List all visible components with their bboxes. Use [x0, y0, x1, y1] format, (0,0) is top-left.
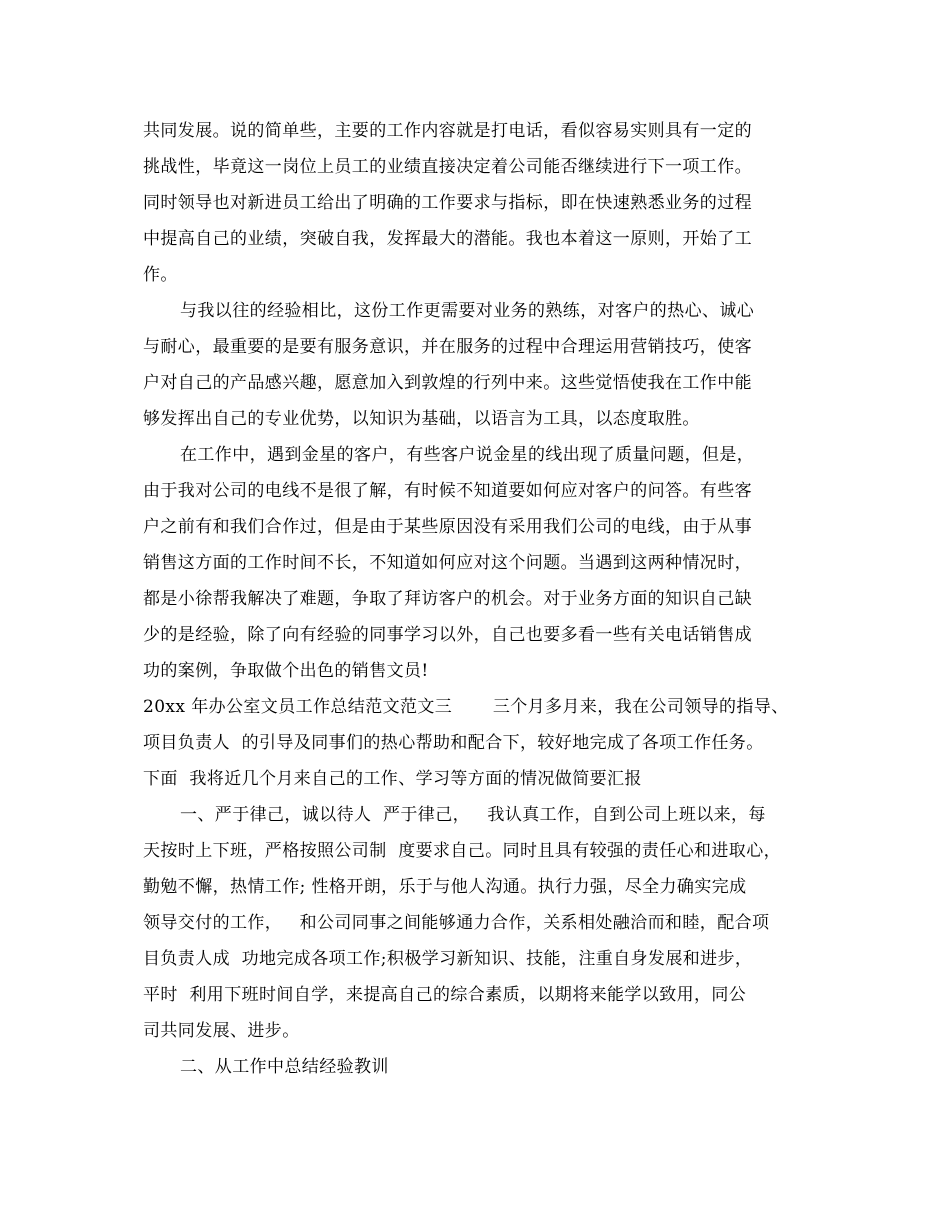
text-line: 挑战性，毕竟这一岗位上员工的业绩直接决定着公司能否继续进行下一项工作。 — [143, 157, 752, 177]
paragraph-first-line: 一、严于律己，诚以待人 严于律己， 我认真工作，自到公司上班以来，每 — [180, 805, 766, 825]
text-line: 销售这方面的工作时间不长，不知道如何应对这个问题。当遇到这两种情况时， — [143, 553, 752, 573]
text-line: 都是小徐帮我解决了难题，争取了拜访客户的机会。对于业务方面的知识自己缺 — [143, 589, 752, 609]
text-line: 户对自己的产品感兴趣，愿意加入到敦煌的行列中来。这些觉悟使我在工作中能 — [143, 373, 752, 393]
text-line: 功的案例，争取做个出色的销售文员! — [143, 661, 429, 681]
section-heading: 二、从工作中总结经验教训 — [180, 1057, 389, 1077]
text-line: 够发挥出自己的专业优势，以知识为基础，以语言为工具，以态度取胜。 — [143, 409, 700, 429]
text-line: 与耐心，最重要的是要有服务意识，并在服务的过程中合理运用营销技巧，使客 — [143, 337, 752, 357]
section-title-line: 20xx 年办公室文员工作总结范文范文三 三个月多月来，我在公司领导的指导、 — [143, 697, 789, 717]
text-line: 作。 — [143, 265, 178, 285]
text-line: 目负责人成 功地完成各项工作;积极学习新知识、技能，注重自身发展和进步， — [143, 949, 753, 969]
paragraph-first-line: 与我以往的经验相比，这份工作更需要对业务的熟练，对客户的热心、诚心 — [180, 301, 755, 321]
text-line: 项目负责人 的引导及同事们的热心帮助和配合下，较好地完成了各项工作任务。 — [143, 733, 764, 753]
paragraph-first-line: 在工作中，遇到金星的客户，有些客户说金星的线出现了质量问题，但是， — [180, 445, 755, 465]
text-line: 户之前有和我们合作过，但是由于某些原因没有采用我们公司的电线，由于从事 — [143, 517, 752, 537]
text-line: 勤勉不懈，热情工作; 性格开朗，乐于与他人沟通。执行力强，尽全力确实完成 — [143, 877, 747, 897]
text-line: 共同发展。说的简单些，主要的工作内容就是打电话，看似容易实则具有一定的 — [143, 121, 752, 141]
text-line: 司共同发展、进步。 — [143, 1021, 300, 1041]
text-line: 由于我对公司的电线不是很了解，有时候不知道要如何应对客户的问答。有些客 — [143, 481, 752, 501]
text-line: 同时领导也对新进员工给出了明确的工作要求与指标，即在快速熟悉业务的过程 — [143, 193, 752, 213]
text-line: 天按时上下班，严格按照公司制 度要求自己。同时且具有较强的责任心和进取心， — [143, 841, 782, 861]
text-line: 中提高自己的业绩，突破自我，发挥最大的潜能。我也本着这一原则，开始了工 — [143, 229, 752, 249]
text-line: 领导交付的工作， 和公司同事之间能够通力合作，关系相处融洽而和睦，配合项 — [143, 913, 770, 933]
text-line: 下面 我将近几个月来自己的工作、学习等方面的情况做简要汇报 — [143, 769, 642, 789]
text-line: 少的是经验，除了向有经验的同事学习以外，自己也要多看一些有关电话销售成 — [143, 625, 752, 645]
text-line: 平时 利用下班时间自学，来提高自己的综合素质，以期将来能学以致用，同公 — [143, 985, 747, 1005]
